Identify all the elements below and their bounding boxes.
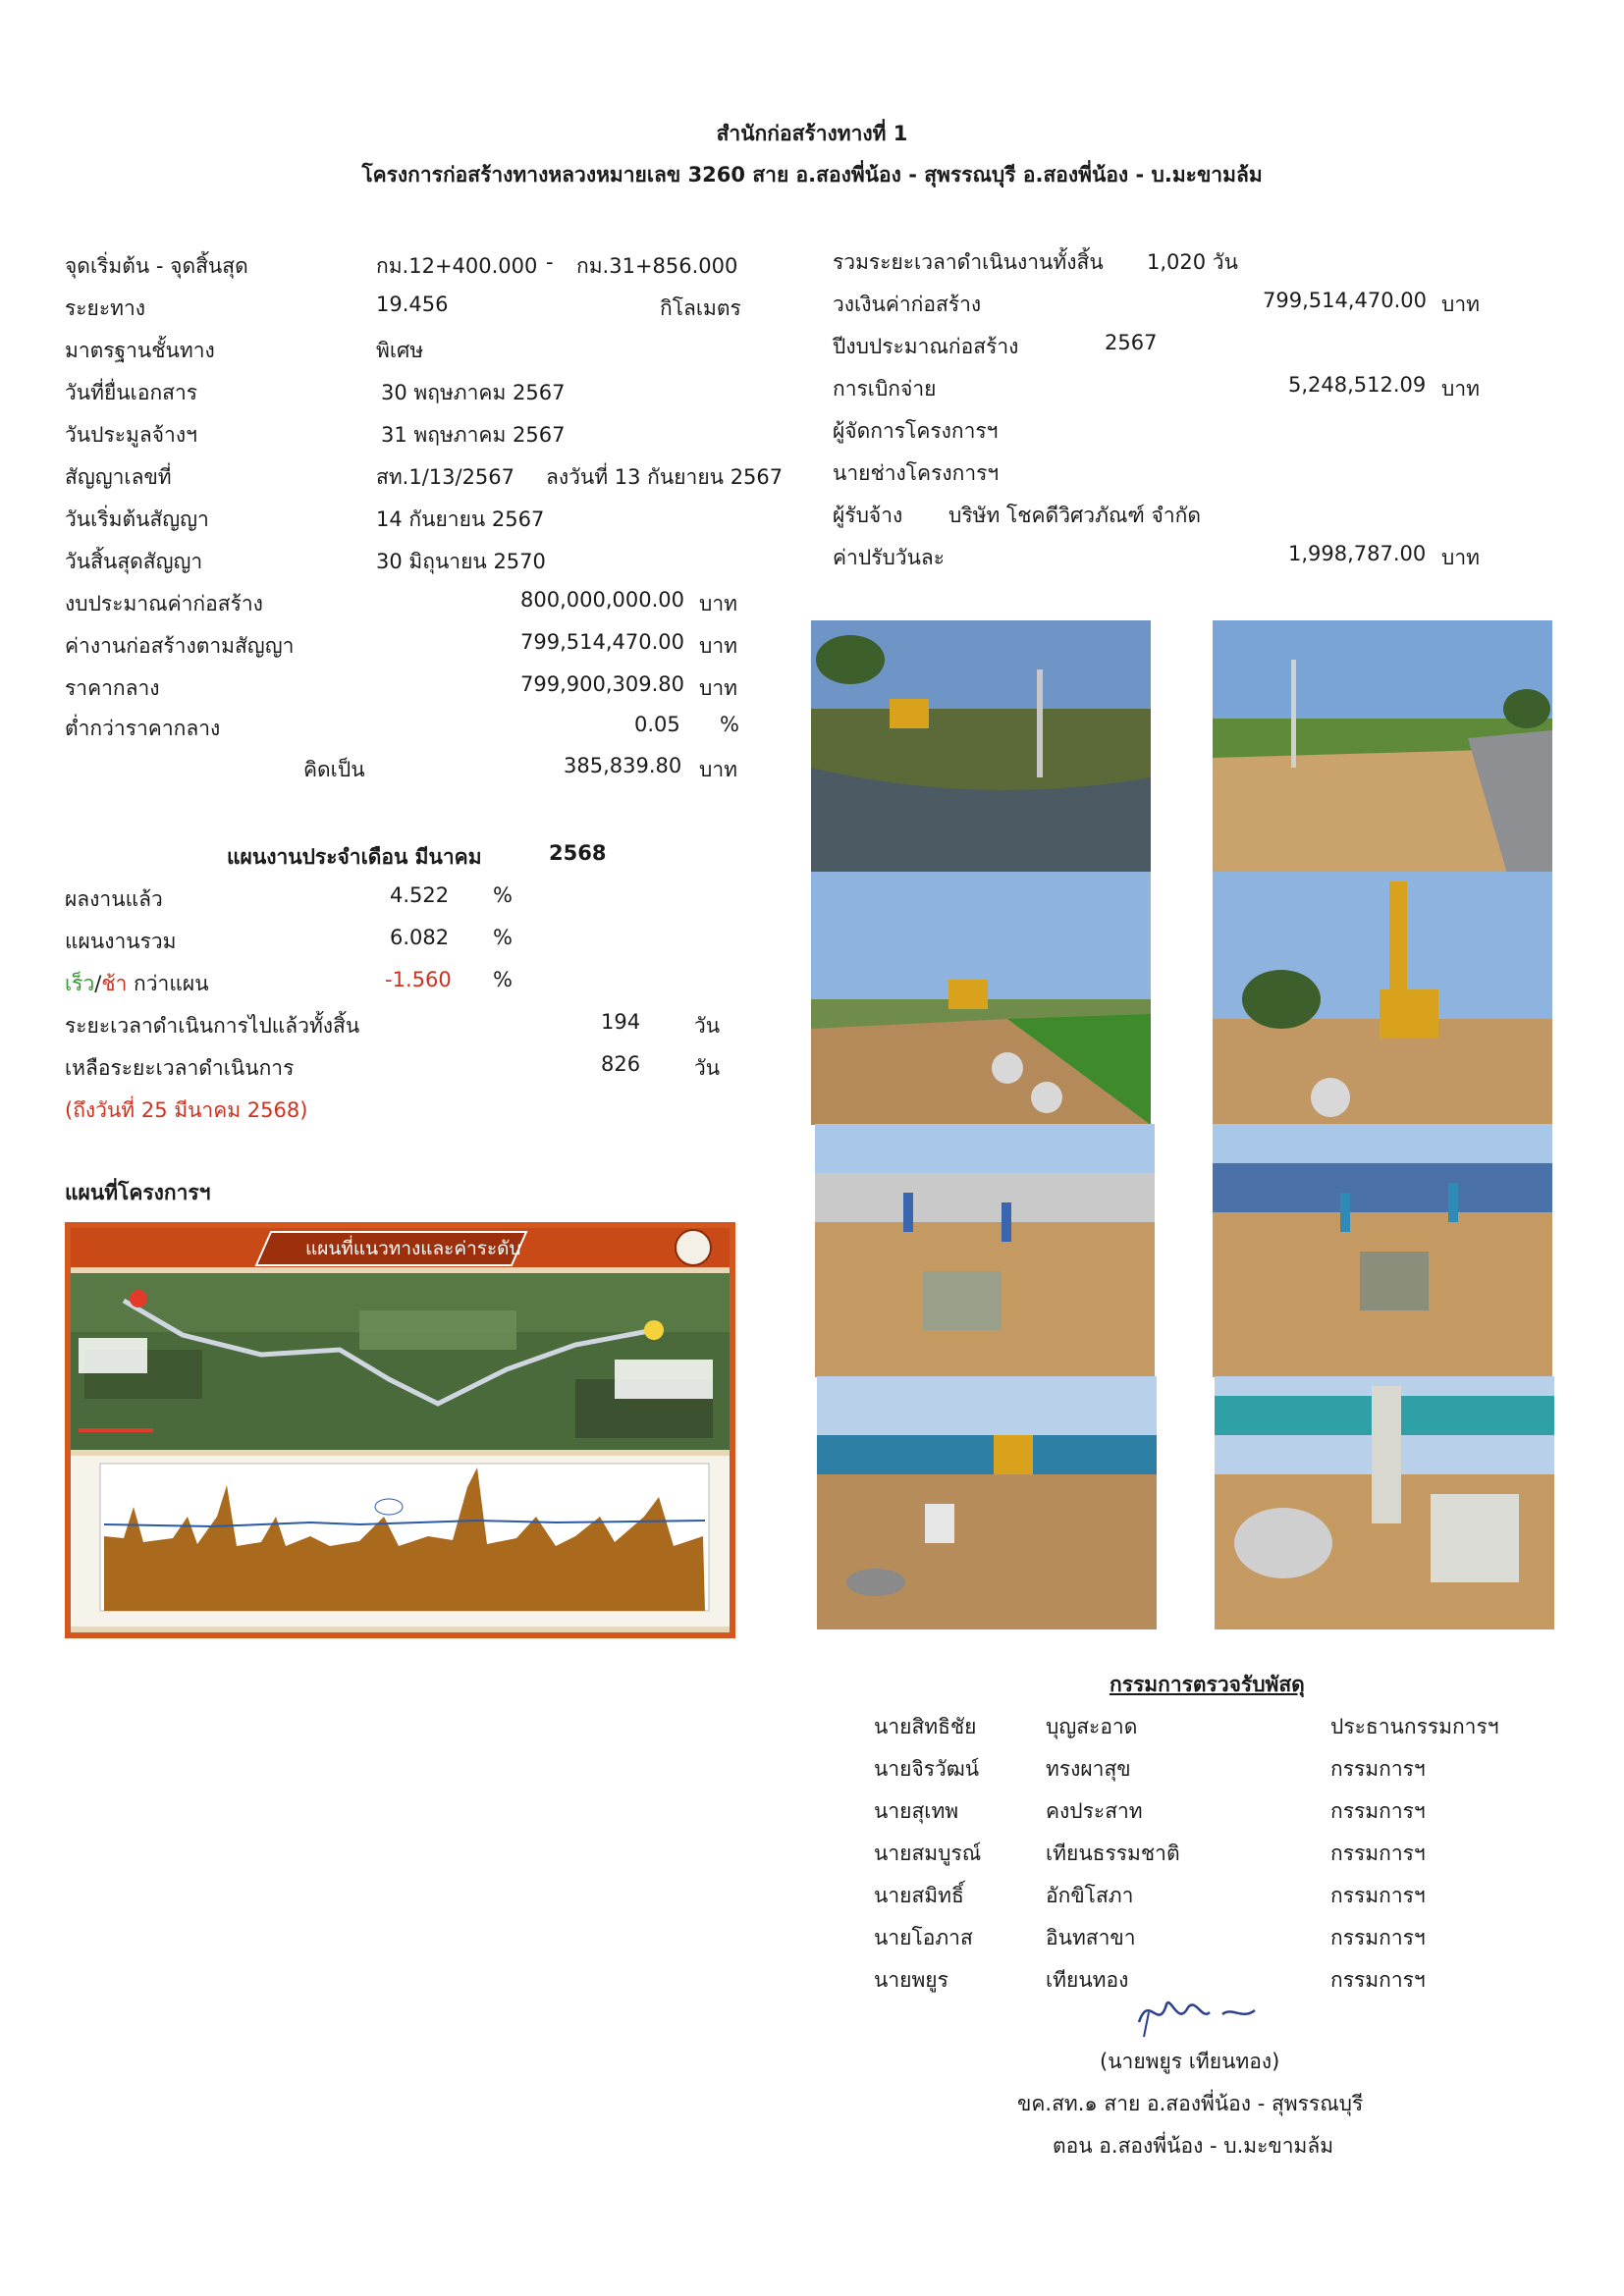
auction-date-label: วันประมูลจ้างฯ: [65, 423, 197, 447]
contract-value-label: ค่างานก่อสร้างตามสัญญา: [65, 634, 295, 658]
submit-date-value: 30 พฤษภาคม 2567: [381, 381, 566, 404]
monthly-plan-title: แผนงานประจำเดือน มีนาคม: [227, 845, 482, 869]
monthly-plan-year: 2568: [549, 841, 607, 865]
photo-roadside-earth: [1213, 620, 1552, 874]
member-last-name: อินทสาขา: [1046, 1926, 1136, 1949]
member-role: กรรมการฯ: [1330, 1968, 1426, 1992]
member-first-name: นายสิทธิชัย: [874, 1715, 977, 1738]
budget-value: 800,000,000.00: [520, 588, 684, 612]
result-label: ผลงานแล้ว: [65, 887, 163, 911]
contractor-label: ผู้รับจ้าง: [833, 504, 903, 527]
construction-budget-value: 799,514,470.00: [1263, 289, 1427, 312]
below-median-unit: %: [720, 713, 739, 736]
member-last-name: ทรงผาสุข: [1046, 1757, 1131, 1781]
remaining-value: 826: [601, 1052, 641, 1076]
signer-section: ตอน อ.สองพี่น้อง - บ.มะขามล้ม: [1053, 2134, 1334, 2158]
status-label: [65, 968, 209, 1000]
contract-value-value: 799,514,470.00: [520, 630, 684, 654]
result-unit: %: [493, 883, 513, 907]
contract-start-label: วันเริ่มต้นสัญญา: [65, 507, 209, 531]
signer-name: (นายพยูร เทียนทอง): [1100, 2050, 1280, 2073]
member-last-name: บุญสะอาด: [1046, 1715, 1138, 1738]
equals-unit: บาท: [699, 758, 737, 781]
disbursement-unit: บาท: [1441, 377, 1480, 400]
distance-value: 19.456: [376, 293, 449, 316]
below-median-value: 0.05: [634, 713, 680, 736]
project-engineer-label: นายช่างโครงการฯ: [833, 461, 1000, 485]
photo-excavator-pipes: [1213, 872, 1552, 1125]
daily-fine-unit: บาท: [1441, 546, 1480, 569]
remaining-unit: วัน: [694, 1056, 721, 1080]
status-suffix: กว่าแผน: [127, 972, 209, 995]
member-role: กรรมการฯ: [1330, 1757, 1426, 1781]
member-last-name: อักขิโสภา: [1046, 1884, 1134, 1907]
contract-no-value: สท.1/13/2567: [376, 465, 515, 489]
disbursement-value: 5,248,512.09: [1288, 373, 1427, 397]
result-value: 4.522: [390, 883, 450, 907]
member-first-name: นายสุเทพ: [874, 1799, 959, 1823]
as-of-date: (ถึงวันที่ 25 มีนาคม 2568): [65, 1098, 308, 1122]
median-price-unit: บาท: [699, 676, 737, 700]
plan-total-value: 6.082: [390, 926, 450, 949]
member-role: กรรมการฯ: [1330, 1926, 1426, 1949]
signer-position: ขค.สท.๑ สาย อ.สองพี่น้อง - สุพรรณบุรี: [1017, 2092, 1364, 2115]
member-role: ประธานกรรมการฯ: [1330, 1715, 1499, 1738]
median-price-value: 799,900,309.80: [520, 672, 684, 696]
photo-culvert-box: [1215, 1376, 1554, 1629]
member-first-name: นายสมิทธิ์: [874, 1884, 964, 1907]
contract-end-value: 30 มิถุนายน 2570: [376, 550, 546, 573]
committee-title: กรรมการตรวจรับพัสดุ: [1110, 1673, 1305, 1696]
contractor-value: บริษัท โชคดีวิศวภัณฑ์ จำกัด: [948, 504, 1201, 527]
contract-no-label: สัญญาเลขที่: [65, 465, 172, 489]
member-last-name: เทียนทอง: [1046, 1968, 1129, 1992]
photo-pipes-field: [811, 872, 1151, 1125]
member-last-name: เทียนธรรมชาติ: [1046, 1842, 1180, 1865]
submit-date-label: วันที่ยื่นเอกสาร: [65, 381, 198, 404]
contract-start-value: 14 กันยายน 2567: [376, 507, 545, 531]
photo-trench-workers: [817, 1376, 1157, 1629]
map-section-title: แผนที่โครงการฯ: [65, 1181, 211, 1204]
median-price-label: ราคากลาง: [65, 676, 160, 700]
photo-workers-pit-1: [815, 1124, 1155, 1377]
elapsed-value: 194: [601, 1010, 641, 1034]
member-role: กรรมการฯ: [1330, 1842, 1426, 1865]
equals-value: 385,839.80: [564, 754, 682, 777]
member-role: กรรมการฯ: [1330, 1884, 1426, 1907]
office-title: สำนักก่อสร้างทางที่ 1: [716, 122, 908, 145]
construction-budget-unit: บาท: [1441, 293, 1480, 316]
fiscal-year-value: 2567: [1105, 331, 1158, 354]
start-km: กม.12+400.000: [376, 254, 538, 278]
status-slash: /: [94, 972, 102, 995]
member-first-name: นายสมบูรณ์: [874, 1842, 982, 1865]
status-slow: ช้า: [101, 972, 128, 995]
plan-total-label: แผนงานรวม: [65, 930, 177, 953]
auction-date-value: 31 พฤษภาคม 2567: [381, 423, 566, 447]
handwritten-signature: [1119, 1983, 1276, 2042]
contract-value-unit: บาท: [699, 634, 737, 658]
remaining-label: เหลือระยะเวลาดำเนินการ: [65, 1056, 295, 1080]
budget-unit: บาท: [699, 592, 737, 615]
photo-workers-pit-2: [1213, 1124, 1552, 1377]
status-fast: เร็ว: [65, 972, 95, 995]
end-km: กม.31+856.000: [576, 254, 738, 278]
standard-value: พิเศษ: [376, 339, 424, 362]
distance-label: ระยะทาง: [65, 296, 146, 320]
project-title: โครงการก่อสร้างทางหลวงหมายเลข 3260 สาย อ.สองพี่น้อง - สุพรรณบุรี อ.สองพี่น้อง - บ.มะขามล้ม: [361, 163, 1263, 187]
member-first-name: นายจิรวัฒน์: [874, 1757, 980, 1781]
start-end-label: จุดเริ่มต้น - จุดสิ้นสุด: [65, 254, 248, 278]
plan-total-unit: %: [493, 926, 513, 949]
elapsed-unit: วัน: [694, 1014, 721, 1038]
member-last-name: คงประสาท: [1046, 1799, 1143, 1823]
below-median-label: ต่ำกว่าราคากลาง: [65, 717, 221, 740]
status-value: -1.560: [385, 968, 452, 991]
contract-end-label: วันสิ้นสุดสัญญา: [65, 550, 203, 573]
budget-label: งบประมาณค่าก่อสร้าง: [65, 592, 263, 615]
photo-canal-excavator: [811, 620, 1151, 874]
km-separator: -: [546, 250, 554, 274]
member-first-name: นายโอภาส: [874, 1926, 973, 1949]
status-unit: %: [493, 968, 513, 991]
fiscal-year-label: ปีงบประมาณก่อสร้าง: [833, 335, 1019, 358]
project-map-image: [65, 1222, 735, 1638]
member-first-name: นายพยูร: [874, 1968, 948, 1992]
elapsed-label: ระยะเวลาดำเนินการไปแล้วทั้งสิ้น: [65, 1014, 360, 1038]
equals-label: คิดเป็น: [303, 758, 365, 781]
member-role: กรรมการฯ: [1330, 1799, 1426, 1823]
distance-unit: กิโลเมตร: [660, 296, 741, 320]
map-banner-title: แผนที่แนวทางและค่าระดับ: [305, 1238, 521, 1259]
daily-fine-label: ค่าปรับวันละ: [833, 546, 946, 569]
standard-label: มาตรฐานชั้นทาง: [65, 339, 215, 362]
project-manager-label: ผู้จัดการโครงการฯ: [833, 419, 999, 443]
contract-signed-date: ลงวันที่ 13 กันยายน 2567: [546, 465, 784, 489]
construction-budget-label: วงเงินค่าก่อสร้าง: [833, 293, 982, 316]
total-duration-label: รวมระยะเวลาดำเนินงานทั้งสิ้น: [833, 250, 1104, 274]
total-duration-value: 1,020 วัน: [1147, 250, 1238, 274]
disbursement-label: การเบิกจ่าย: [833, 377, 937, 400]
daily-fine-value: 1,998,787.00: [1288, 542, 1427, 565]
